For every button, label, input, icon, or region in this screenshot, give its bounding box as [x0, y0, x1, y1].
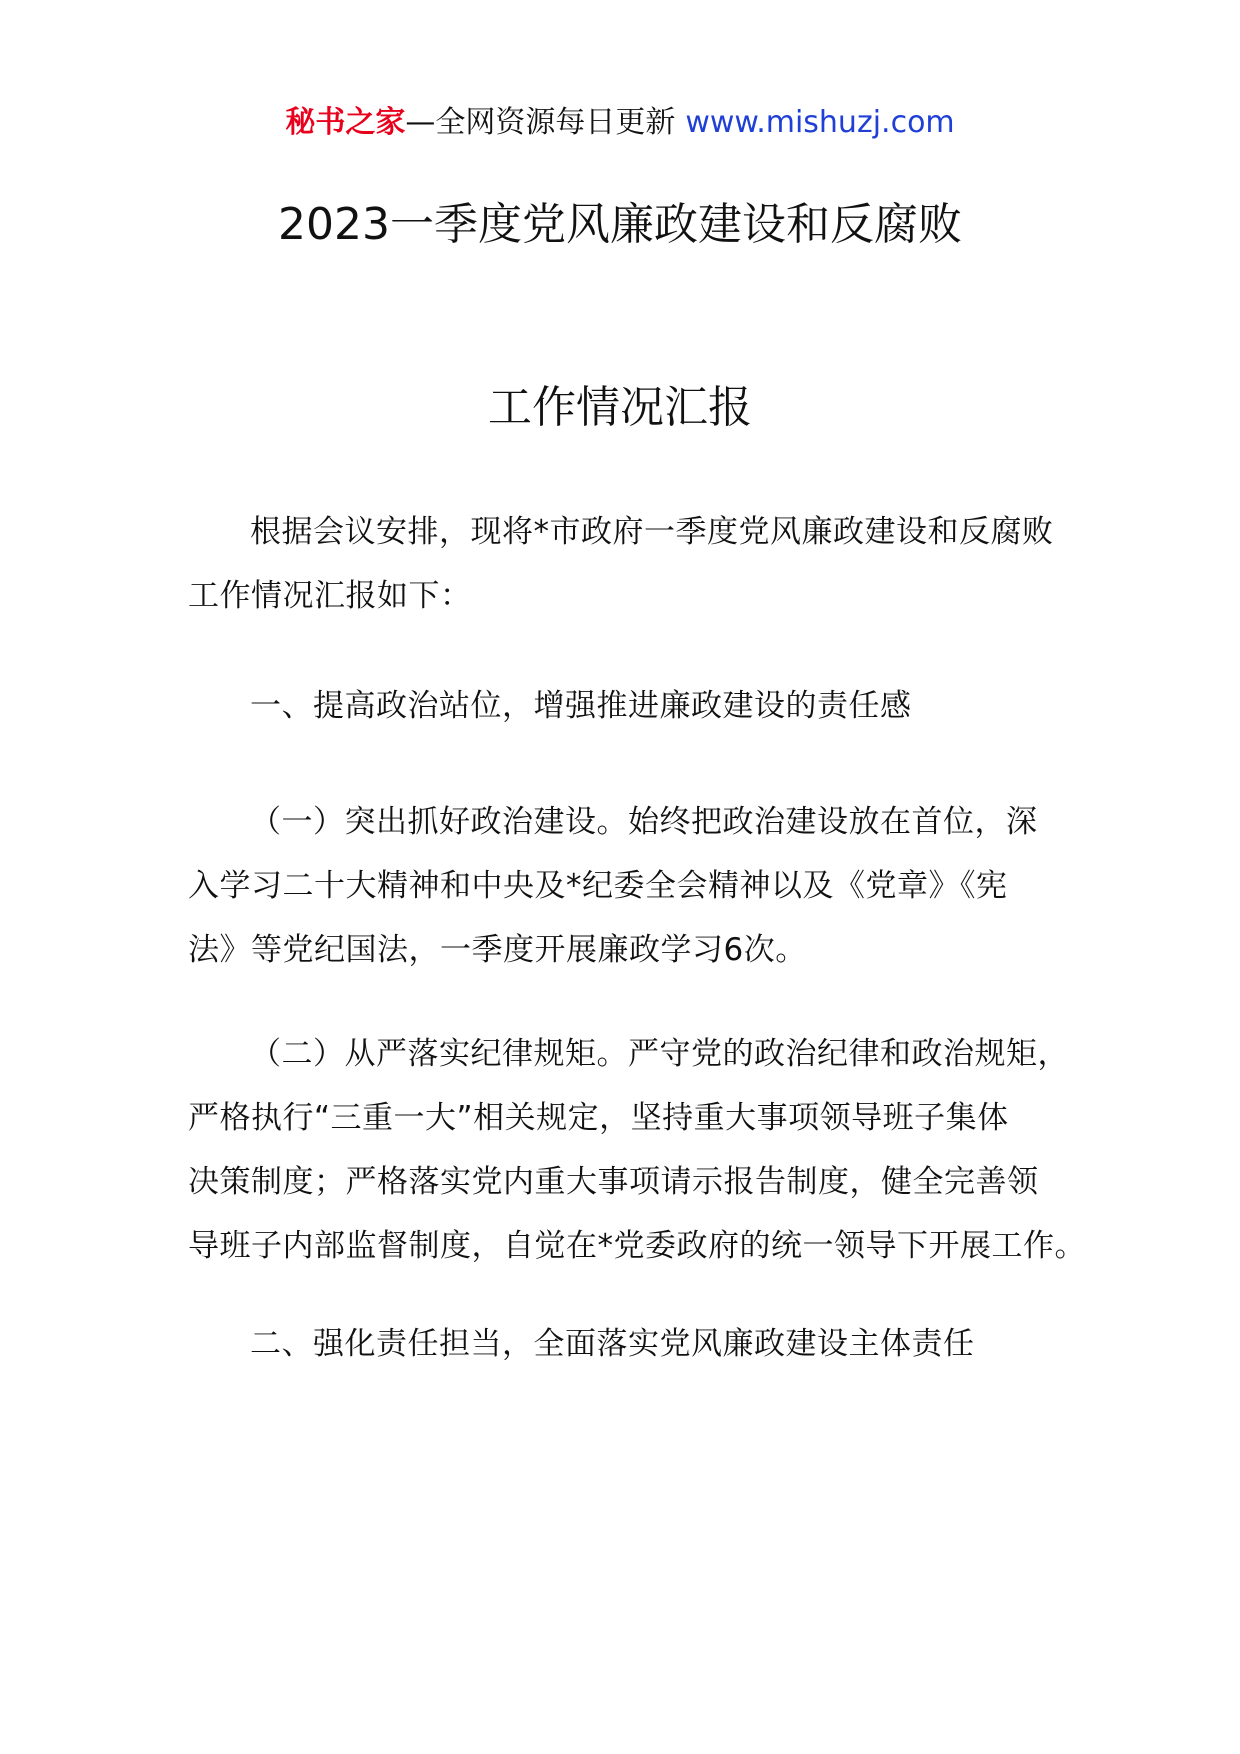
paragraph-line: （一）突出抓好政治建设。始终把政治建设放在首位，深	[250, 804, 1038, 840]
paragraph-line: 决策制度；严格落实党内重大事项请示报告制度，健全完善领	[188, 1164, 1039, 1200]
section-1-heading: 一、提高政治站位，增强推进廉政建设的责任感	[250, 688, 912, 724]
paragraph-line: 根据会议安排，现将*市政府一季度党风廉政建设和反腐败	[250, 514, 1054, 550]
paragraph-line: （二）从严落实纪律规矩。严守党的政治纪律和政治规矩，	[250, 1036, 1069, 1072]
header-tagline: —全网资源每日更新	[405, 105, 676, 140]
document-title-line-2: 工作情况汇报	[488, 382, 752, 433]
item-1-paragraph	[188, 790, 1068, 982]
paragraph-line: 工作情况汇报如下：	[188, 578, 472, 614]
site-header	[0, 98, 1240, 148]
site-url-link[interactable]: www.mishuzj.com	[685, 105, 955, 140]
brand-name: 秘书之家	[285, 105, 406, 140]
document-title-line-1: 2023一季度党风廉政建设和反腐败	[278, 199, 962, 250]
paragraph-line: 法》等党纪国法，一季度开展廉政学习6次。	[188, 932, 807, 968]
item-2-paragraph	[188, 1022, 1086, 1278]
paragraph-line: 严格执行“三重一大”相关规定，坚持重大事项领导班子集体	[188, 1100, 1009, 1136]
paragraph-line: 导班子内部监督制度，自觉在*党委政府的统一领导下开展工作。	[188, 1228, 1086, 1264]
section-2-heading: 二、强化责任担当，全面落实党风廉政建设主体责任	[250, 1326, 975, 1362]
paragraph-line: 入学习二十大精神和中央及*纪委全会精神以及《党章》《宪	[188, 868, 1008, 904]
intro-paragraph	[188, 500, 1068, 628]
